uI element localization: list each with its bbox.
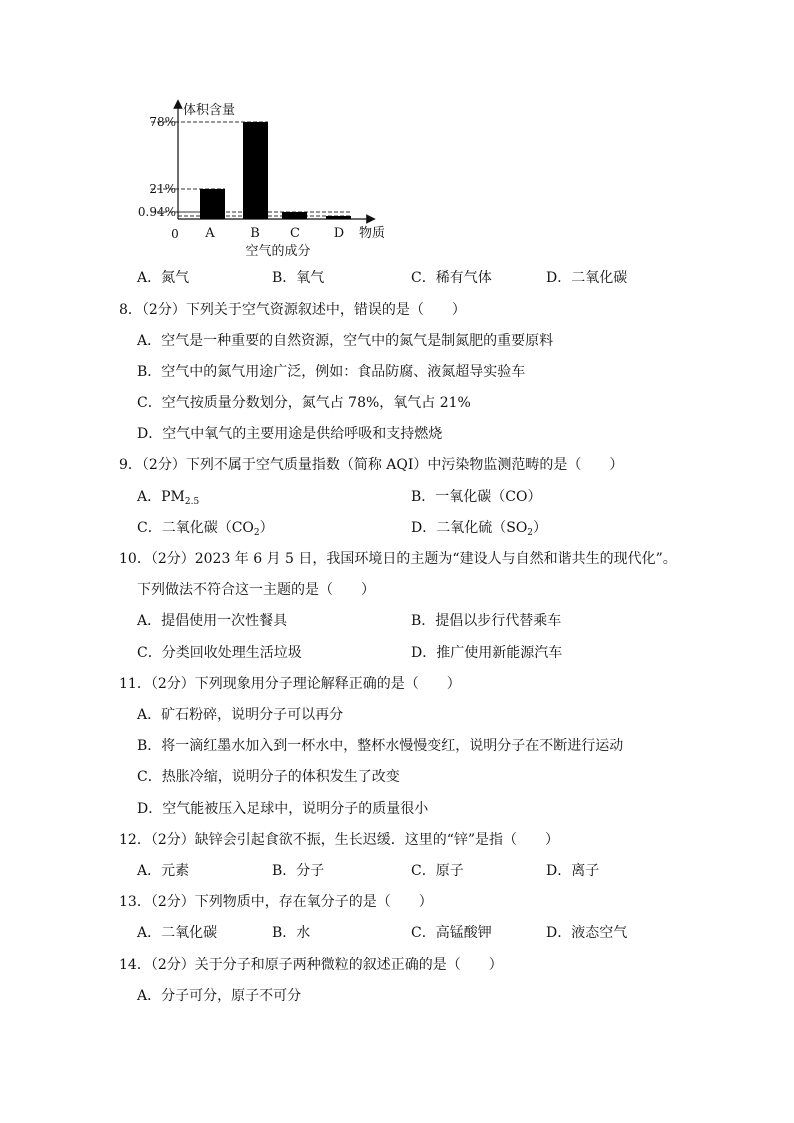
q12-option-a[interactable]: A．元素 bbox=[137, 863, 190, 879]
q7-option-a[interactable]: A．氮气 bbox=[137, 270, 190, 286]
q13-option-d[interactable]: D．液态空气 bbox=[546, 925, 628, 941]
q7-option-b[interactable]: B．氧气 bbox=[272, 270, 325, 286]
q13-stem: 13．（2分）下列物质中，存在氧分子的是（ ） bbox=[119, 894, 433, 910]
q7-option-d[interactable]: D．二氧化碳 bbox=[546, 270, 628, 286]
ytick-label: 78% bbox=[149, 115, 176, 129]
q9-option-a[interactable] bbox=[137, 487, 199, 507]
q13-option-a[interactable]: A．二氧化碳 bbox=[137, 925, 218, 941]
q14-option-a[interactable]: A．分子可分，原子不可分 bbox=[137, 988, 302, 1004]
q9-option-c-text: C．二氧化碳（CO bbox=[137, 520, 254, 536]
q11-stem: 11．（2分）下列现象用分子理论解释正确的是（ ） bbox=[119, 676, 461, 692]
category-label: A bbox=[205, 226, 215, 241]
q9-option-d[interactable] bbox=[411, 518, 547, 538]
q10-option-a[interactable]: A．提倡使用一次性餐具 bbox=[137, 613, 288, 629]
ytick-label: 0.94% bbox=[137, 205, 176, 219]
q8-stem: 8．（2分）下列关于空气资源叙述中，错误的是（ ） bbox=[119, 302, 466, 318]
bar-C bbox=[282, 212, 307, 219]
q11-option-c[interactable]: C．热胀冷缩，说明分子的体积发生了改变 bbox=[137, 769, 400, 785]
q14-stem: 14．（2分）关于分子和原子两种微粒的叙述正确的是（ ） bbox=[119, 957, 503, 973]
q11-option-a[interactable]: A．矿石粉碎，说明分子可以再分 bbox=[137, 707, 344, 723]
q13-option-c[interactable]: C．高锰酸钾 bbox=[411, 925, 492, 941]
q7-option-c[interactable]: C．稀有气体 bbox=[411, 270, 492, 286]
bar-A bbox=[200, 189, 225, 219]
q12-option-d[interactable]: D．离子 bbox=[546, 863, 600, 879]
q9-option-c-sub: 2 bbox=[253, 528, 260, 538]
q8-option-b[interactable]: B．空气中的氮气用途广泛，例如：食品防腐、液氮超导实验车 bbox=[137, 364, 526, 380]
q8-option-c[interactable]: C．空气按质量分数划分，氮气占 78%，氧气占 21% bbox=[137, 395, 471, 411]
y-axis-label: 体积含量 bbox=[183, 103, 236, 118]
q10-stem: 10．（2分）2023 年 6 月 5 日，我国环境日的主题为“建设人与自然和谐共生的现代化”。 bbox=[119, 551, 677, 567]
q8-option-d[interactable]: D．空气中氧气的主要用途是供给呼吸和支持燃烧 bbox=[137, 426, 443, 442]
category-label: C bbox=[290, 226, 300, 241]
q9-option-c-suffix: ） bbox=[259, 520, 274, 536]
q12-option-c[interactable]: C．原子 bbox=[411, 863, 464, 879]
q8-option-a[interactable]: A．空气是一种重要的自然资源，空气中的氮气是制氮肥的重要原料 bbox=[137, 333, 554, 349]
chart-caption: 空气的成分 bbox=[245, 244, 311, 259]
q9-option-d-sub: 2 bbox=[527, 528, 534, 538]
q11-option-b[interactable]: B．将一滴红墨水加入到一杯水中，整杯水慢慢变红，说明分子在不断进行运动 bbox=[137, 738, 624, 754]
air-composition-bar-chart bbox=[125, 96, 395, 266]
q11-option-d[interactable]: D．空气能被压入足球中，说明分子的质量很小 bbox=[137, 801, 429, 817]
category-label: B bbox=[250, 226, 260, 241]
category-label: D bbox=[333, 226, 345, 241]
q13-option-b[interactable]: B．水 bbox=[272, 925, 311, 941]
q9-option-d-text: D．二氧化硫（SO bbox=[411, 520, 528, 536]
bar-D bbox=[326, 216, 351, 219]
q10-option-b[interactable]: B．提倡以步行代替乘车 bbox=[411, 613, 562, 629]
q9-option-b[interactable]: B．一氧化碳（CO） bbox=[411, 489, 542, 505]
q9-option-a-sub: 2.5 bbox=[184, 497, 200, 507]
q10-option-c[interactable]: C．分类回收处理生活垃圾 bbox=[137, 645, 302, 661]
q12-option-b[interactable]: B．分子 bbox=[272, 863, 325, 879]
q9-option-c[interactable] bbox=[137, 518, 274, 538]
q12-stem: 12．（2分）缺锌会引起食欲不振，生长迟缓．这里的“锌”是指（ ） bbox=[119, 832, 560, 848]
q9-option-a-text: A．PM bbox=[137, 489, 185, 505]
q10-option-d[interactable]: D．推广使用新能源汽车 bbox=[411, 645, 563, 661]
ytick-label: 21% bbox=[149, 182, 176, 196]
x-axis-label: 物质 bbox=[359, 226, 386, 241]
q10-stem-continued: 下列做法不符合这一主题的是（ ） bbox=[137, 582, 375, 598]
q9-option-d-suffix: ） bbox=[533, 520, 548, 536]
q9-stem: 9．（2分）下列不属于空气质量指数（简称 AQI）中污染物监测范畴的是（ ） bbox=[119, 457, 624, 473]
origin-label: 0 bbox=[171, 227, 179, 241]
bar-B bbox=[243, 122, 268, 219]
